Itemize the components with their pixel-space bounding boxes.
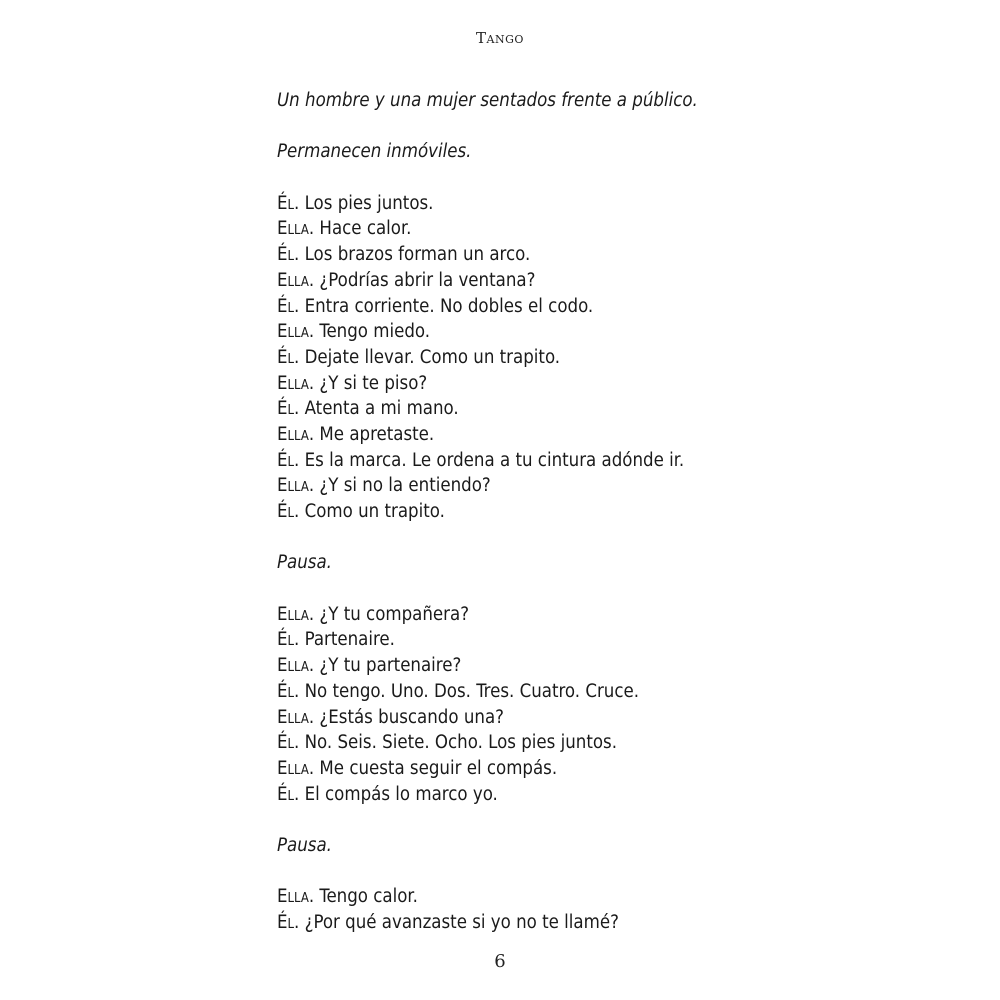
speaker-name: Ella.	[277, 886, 315, 908]
speech-text: Tengo calor.	[319, 886, 418, 908]
speech-text: ¿Y si no la entiendo?	[319, 475, 491, 497]
speech-text: No tengo. Uno. Dos. Tres. Cuatro. Cruce.	[304, 680, 640, 702]
speaker-name: Ella.	[277, 372, 315, 394]
speech-text: Los pies juntos.	[304, 192, 434, 214]
stage-direction-pause: Pausa.	[277, 834, 332, 856]
speaker-name: Él.	[277, 449, 300, 471]
dialogue-line	[277, 602, 737, 628]
page-number: 6	[494, 951, 506, 972]
dialogue-block-3	[277, 884, 737, 935]
speech-text: Es la marca. Le ordena a tu cintura adónde ir.	[304, 449, 685, 471]
stage-direction-pause: Pausa.	[277, 552, 332, 574]
script-body	[277, 88, 737, 936]
dialogue-line	[277, 294, 737, 320]
speech-text: No. Seis. Siete. Ocho. Los pies juntos.	[304, 732, 618, 754]
dialogue-line	[277, 422, 737, 448]
dialogue-line	[277, 782, 737, 808]
dialogue-line	[277, 730, 737, 756]
speaker-name: Ella.	[277, 706, 315, 728]
blank-line	[277, 576, 737, 602]
speech-text: ¿Por qué avanzaste si yo no te llamé?	[304, 912, 619, 933]
dialogue-line	[277, 705, 737, 731]
speaker-name: Él.	[277, 680, 300, 702]
speaker-name: Ella.	[277, 475, 315, 497]
stage-direction-opening: Un hombre y una mujer sentados frente a público.	[277, 90, 698, 111]
speaker-name: Ella.	[277, 423, 315, 445]
speaker-name: Él.	[277, 244, 300, 266]
dialogue-line	[277, 242, 737, 268]
blank-line	[277, 807, 737, 833]
speech-text: Como un trapito.	[304, 501, 445, 522]
speech-text: El compás lo marco yo.	[304, 783, 498, 805]
speaker-name: Ella.	[277, 321, 315, 343]
dialogue-line	[277, 910, 737, 936]
blank-line	[277, 525, 737, 551]
speech-text: Dejate llevar. Como un trapito.	[304, 346, 561, 368]
speech-text: ¿Podrías abrir la ventana?	[319, 269, 536, 291]
speaker-name: Él.	[277, 398, 300, 420]
dialogue-line	[277, 756, 737, 782]
speech-text: Atenta a mi mano.	[304, 398, 459, 420]
dialogue-block-1	[277, 191, 737, 525]
speaker-name: Él.	[277, 783, 300, 805]
dialogue-line	[277, 191, 737, 217]
dialogue-line	[277, 679, 737, 705]
speech-text: Los brazos forman un arco.	[304, 244, 531, 266]
dialogue-block-2	[277, 602, 737, 808]
stage-direction-still: Permanecen inmóviles.	[277, 141, 472, 163]
speech-text: Me cuesta seguir el compás.	[319, 757, 558, 779]
speaker-name: Ella.	[277, 218, 315, 240]
dialogue-line	[277, 473, 737, 499]
dialogue-line	[277, 884, 737, 910]
dialogue-line	[277, 448, 737, 474]
speaker-name: Él.	[277, 295, 300, 317]
speaker-name: Ella.	[277, 603, 315, 625]
blank-line	[277, 859, 737, 885]
speaker-name: Él.	[277, 192, 300, 214]
blank-line	[277, 165, 737, 191]
speaker-name: Ella.	[277, 655, 315, 677]
running-head-title: Tango	[476, 29, 524, 47]
dialogue-line	[277, 345, 737, 371]
dialogue-line	[277, 396, 737, 422]
speech-text: Entra corriente. No dobles el codo.	[304, 295, 594, 317]
blank-line	[277, 114, 737, 140]
speaker-name: Él.	[277, 501, 300, 522]
speaker-name: Ella.	[277, 269, 315, 291]
speaker-name: Él.	[277, 732, 300, 754]
speech-text: Partenaire.	[304, 629, 395, 651]
speech-text: Me apretaste.	[319, 423, 435, 445]
dialogue-line	[277, 319, 737, 345]
speaker-name: Él.	[277, 912, 300, 933]
dialogue-line	[277, 499, 737, 525]
dialogue-line	[277, 371, 737, 397]
speech-text: Hace calor.	[319, 218, 412, 240]
dialogue-line	[277, 653, 737, 679]
dialogue-line	[277, 268, 737, 294]
speech-text: ¿Y si te piso?	[319, 372, 428, 394]
speech-text: ¿Y tu partenaire?	[319, 655, 462, 677]
speech-text: ¿Y tu compañera?	[319, 603, 470, 625]
speaker-name: Él.	[277, 346, 300, 368]
speech-text: Tengo miedo.	[319, 321, 431, 343]
speaker-name: Ella.	[277, 757, 315, 779]
speech-text: ¿Estás buscando una?	[319, 706, 504, 728]
speaker-name: Él.	[277, 629, 300, 651]
dialogue-line	[277, 216, 737, 242]
dialogue-line	[277, 627, 737, 653]
